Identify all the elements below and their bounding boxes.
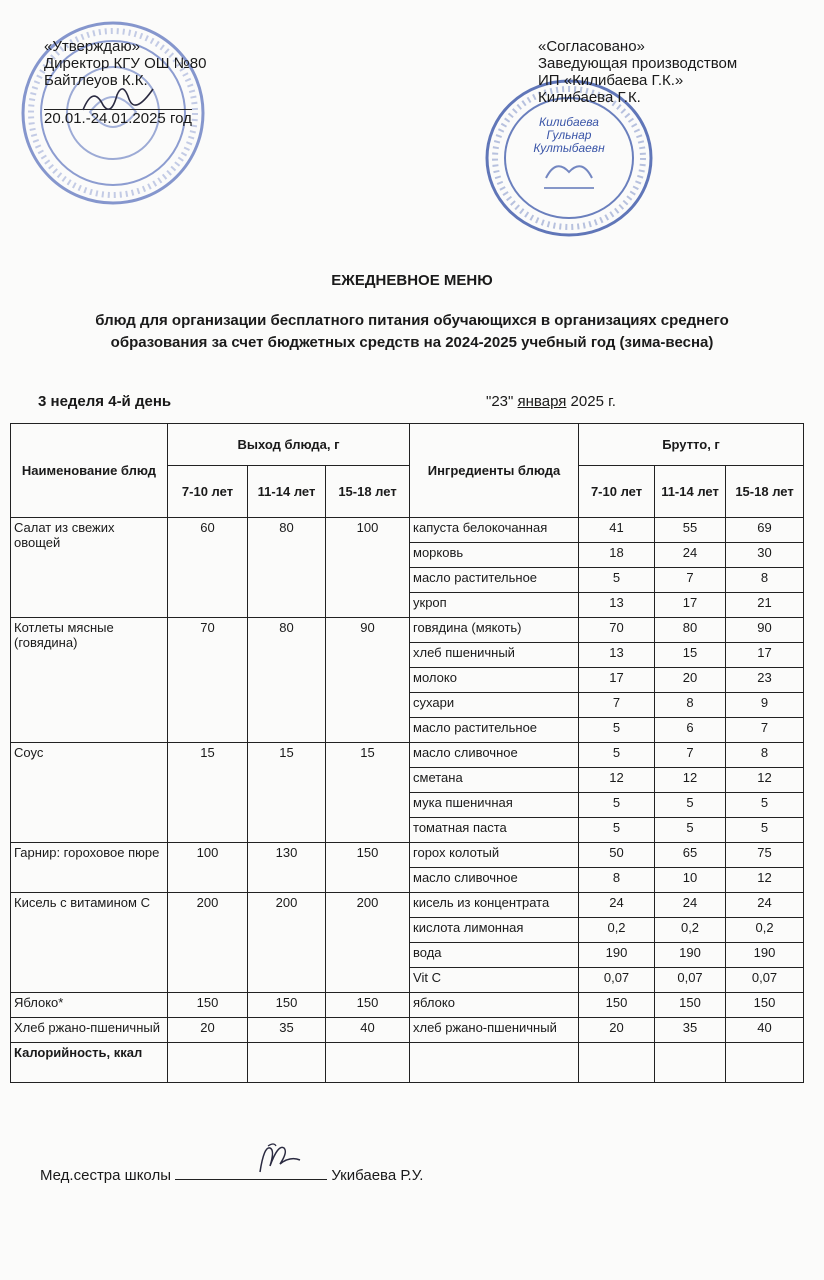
dish-output: 150 — [248, 993, 326, 1018]
ingredient-name: вода — [410, 943, 579, 968]
ingredient-gross: 8 — [726, 568, 804, 593]
page-title: ЕЖЕДНЕВНОЕ МЕНЮ — [331, 272, 493, 289]
dish-output: 15 — [326, 743, 410, 843]
ingredient-gross: 8 — [726, 743, 804, 768]
ingredient-gross: 23 — [726, 668, 804, 693]
header-output: Выход блюда, г — [168, 424, 410, 466]
table-row — [11, 743, 804, 768]
menu-body — [11, 518, 804, 1043]
dish-output: 100 — [168, 843, 248, 893]
header-dish: Наименование блюд — [11, 424, 168, 518]
ingredient-name: Vit C — [410, 968, 579, 993]
ingredient-gross: 13 — [579, 593, 655, 618]
calories-cell — [579, 1043, 655, 1083]
dish-output: 15 — [248, 743, 326, 843]
ingredient-name: яблоко — [410, 993, 579, 1018]
ingredient-gross: 12 — [726, 768, 804, 793]
dish-output: 80 — [248, 618, 326, 743]
header-ingredients: Ингредиенты блюда — [410, 424, 579, 518]
dish-name: Соус — [11, 743, 168, 843]
ingredient-gross: 5 — [579, 568, 655, 593]
table-row — [11, 518, 804, 543]
dish-name: Салат из свежих овощей — [11, 518, 168, 618]
dish-output: 80 — [248, 518, 326, 618]
footer-name: Укибаева Р.У. — [331, 1167, 424, 1184]
ingredient-gross: 5 — [655, 818, 726, 843]
dish-output: 150 — [168, 993, 248, 1018]
ingredient-gross: 0,07 — [655, 968, 726, 993]
ingredient-gross: 8 — [655, 693, 726, 718]
ingredient-name: кислота лимонная — [410, 918, 579, 943]
header-gross: Брутто, г — [579, 424, 804, 466]
calories-cell — [248, 1043, 326, 1083]
ingredient-gross: 9 — [726, 693, 804, 718]
dish-output: 200 — [168, 893, 248, 993]
header-gross-age: 7-10 лет — [579, 466, 655, 518]
ingredient-gross: 40 — [726, 1018, 804, 1043]
dish-output: 70 — [168, 618, 248, 743]
ingredient-gross: 12 — [579, 768, 655, 793]
dish-output: 35 — [248, 1018, 326, 1043]
approve-position: Директор КГУ ОШ №80 — [44, 55, 207, 72]
ingredient-gross: 5 — [726, 793, 804, 818]
dish-output: 20 — [168, 1018, 248, 1043]
header-out-age: 7-10 лет — [168, 466, 248, 518]
ingredient-name: молоко — [410, 668, 579, 693]
ingredient-name: масло сливочное — [410, 868, 579, 893]
ingredient-gross: 17 — [655, 593, 726, 618]
ingredient-name: мука пшеничная — [410, 793, 579, 818]
ingredient-name: укроп — [410, 593, 579, 618]
ingredient-gross: 12 — [726, 868, 804, 893]
calories-cell — [410, 1043, 579, 1083]
ingredient-gross: 0,07 — [579, 968, 655, 993]
ingredient-gross: 5 — [579, 743, 655, 768]
agree-heading: «Согласовано» — [538, 38, 645, 55]
footer — [40, 1165, 423, 1184]
ingredient-name: кисель из концентрата — [410, 893, 579, 918]
ingredient-gross: 0,2 — [655, 918, 726, 943]
ingredient-gross: 0,2 — [579, 918, 655, 943]
ingredient-gross: 0,07 — [726, 968, 804, 993]
dish-output: 60 — [168, 518, 248, 618]
ingredient-gross: 190 — [655, 943, 726, 968]
ingredient-gross: 24 — [655, 893, 726, 918]
ingredient-gross: 15 — [655, 643, 726, 668]
agree-block — [538, 38, 798, 106]
calories-cell — [168, 1043, 248, 1083]
dish-output: 200 — [326, 893, 410, 993]
ingredient-gross: 55 — [655, 518, 726, 543]
ingredient-gross: 7 — [726, 718, 804, 743]
calories-cell — [726, 1043, 804, 1083]
ingredient-gross: 190 — [579, 943, 655, 968]
table-row — [11, 843, 804, 868]
ingredient-gross: 41 — [579, 518, 655, 543]
ingredient-gross: 70 — [579, 618, 655, 643]
ingredient-name: масло сливочное — [410, 743, 579, 768]
agree-stamp-text: Килибаева Гульнар Култыбаевн — [533, 115, 605, 155]
ingredient-name: сметана — [410, 768, 579, 793]
dish-output: 150 — [326, 843, 410, 893]
approve-heading: «Утверждаю» — [44, 38, 140, 55]
ingredient-gross: 8 — [579, 868, 655, 893]
table-row — [11, 1018, 804, 1043]
ingredient-gross: 12 — [655, 768, 726, 793]
approve-signature — [78, 80, 158, 120]
ingredient-name: говядина (мякоть) — [410, 618, 579, 643]
dish-output: 130 — [248, 843, 326, 893]
table-row — [11, 893, 804, 918]
ingredient-gross: 80 — [655, 618, 726, 643]
header-out-age: 11-14 лет — [248, 466, 326, 518]
ingredient-name: сухари — [410, 693, 579, 718]
ingredient-gross: 150 — [726, 993, 804, 1018]
footer-label: Мед.сестра школы — [40, 1167, 171, 1184]
dish-output: 40 — [326, 1018, 410, 1043]
ingredient-gross: 5 — [726, 818, 804, 843]
ingredient-gross: 24 — [579, 893, 655, 918]
calories-cell — [655, 1043, 726, 1083]
dish-output: 15 — [168, 743, 248, 843]
ingredient-gross: 5 — [579, 818, 655, 843]
agree-org: ИП «Килибаева Г.К.» — [538, 72, 684, 89]
dish-name: Котлеты мясные (говядина) — [11, 618, 168, 743]
ingredient-name: томатная паста — [410, 818, 579, 843]
ingredient-gross: 21 — [726, 593, 804, 618]
ingredient-gross: 35 — [655, 1018, 726, 1043]
ingredient-name: горох колотый — [410, 843, 579, 868]
ingredient-gross: 6 — [655, 718, 726, 743]
ingredient-gross: 90 — [726, 618, 804, 643]
ingredient-gross: 7 — [655, 743, 726, 768]
ingredient-gross: 65 — [655, 843, 726, 868]
date-suffix: 2025 г. — [566, 393, 616, 410]
ingredient-name: хлеб пшеничный — [410, 643, 579, 668]
ingredient-gross: 150 — [579, 993, 655, 1018]
dish-output: 200 — [248, 893, 326, 993]
dish-output: 100 — [326, 518, 410, 618]
menu-date — [486, 393, 616, 410]
agree-name: Килибаева Г.К. — [538, 89, 641, 106]
date-prefix: "23" — [486, 393, 518, 410]
ingredient-gross: 18 — [579, 543, 655, 568]
dish-name: Кисель с витамином С — [11, 893, 168, 993]
ingredient-name: морковь — [410, 543, 579, 568]
dish-name: Хлеб ржано-пшеничный — [11, 1018, 168, 1043]
agree-position: Заведующая производством — [538, 55, 738, 72]
ingredient-gross: 0,2 — [726, 918, 804, 943]
ingredient-gross: 13 — [579, 643, 655, 668]
ingredient-name: масло растительное — [410, 718, 579, 743]
week-day: 3 неделя 4-й день — [38, 393, 172, 410]
ingredient-gross: 150 — [655, 993, 726, 1018]
ingredient-gross: 5 — [655, 793, 726, 818]
approve-name: Байтлеуов К.К. — [44, 72, 148, 89]
ingredient-name: масло растительное — [410, 568, 579, 593]
ingredient-gross: 20 — [655, 668, 726, 693]
ingredient-gross: 5 — [579, 718, 655, 743]
ingredient-gross: 17 — [726, 643, 804, 668]
ingredient-gross: 69 — [726, 518, 804, 543]
table-row — [11, 618, 804, 643]
ingredient-gross: 7 — [655, 568, 726, 593]
date-month: января — [517, 393, 567, 410]
ingredient-gross: 17 — [579, 668, 655, 693]
page-subtitle: блюд для организации бесплатного питания обучающихся в организациях среднего образования за счет бюджетных средств на 2024-2025 учебный год (зима-весна) — [95, 312, 729, 351]
ingredient-gross: 5 — [579, 793, 655, 818]
nurse-signature — [248, 1138, 308, 1180]
header-out-age: 15-18 лет — [326, 466, 410, 518]
dish-name: Яблоко* — [11, 993, 168, 1018]
calories-label: Калорийность, ккал — [11, 1043, 168, 1083]
table-row — [11, 993, 804, 1018]
approve-period: 20.01.-24.01.2025 год — [44, 110, 192, 127]
dish-name: Гарнир: гороховое пюре — [11, 843, 168, 893]
ingredient-gross: 24 — [655, 543, 726, 568]
ingredient-gross: 24 — [726, 893, 804, 918]
menu-table — [10, 423, 804, 1083]
ingredient-gross: 30 — [726, 543, 804, 568]
ingredient-gross: 75 — [726, 843, 804, 868]
dish-output: 150 — [326, 993, 410, 1018]
ingredient-gross: 20 — [579, 1018, 655, 1043]
dish-output: 90 — [326, 618, 410, 743]
ingredient-name: хлеб ржано-пшеничный — [410, 1018, 579, 1043]
calories-cell — [326, 1043, 410, 1083]
header-gross-age: 15-18 лет — [726, 466, 804, 518]
ingredient-gross: 190 — [726, 943, 804, 968]
ingredient-gross: 50 — [579, 843, 655, 868]
ingredient-gross: 7 — [579, 693, 655, 718]
ingredient-name: капуста белокочанная — [410, 518, 579, 543]
header-gross-age: 11-14 лет — [655, 466, 726, 518]
ingredient-gross: 10 — [655, 868, 726, 893]
